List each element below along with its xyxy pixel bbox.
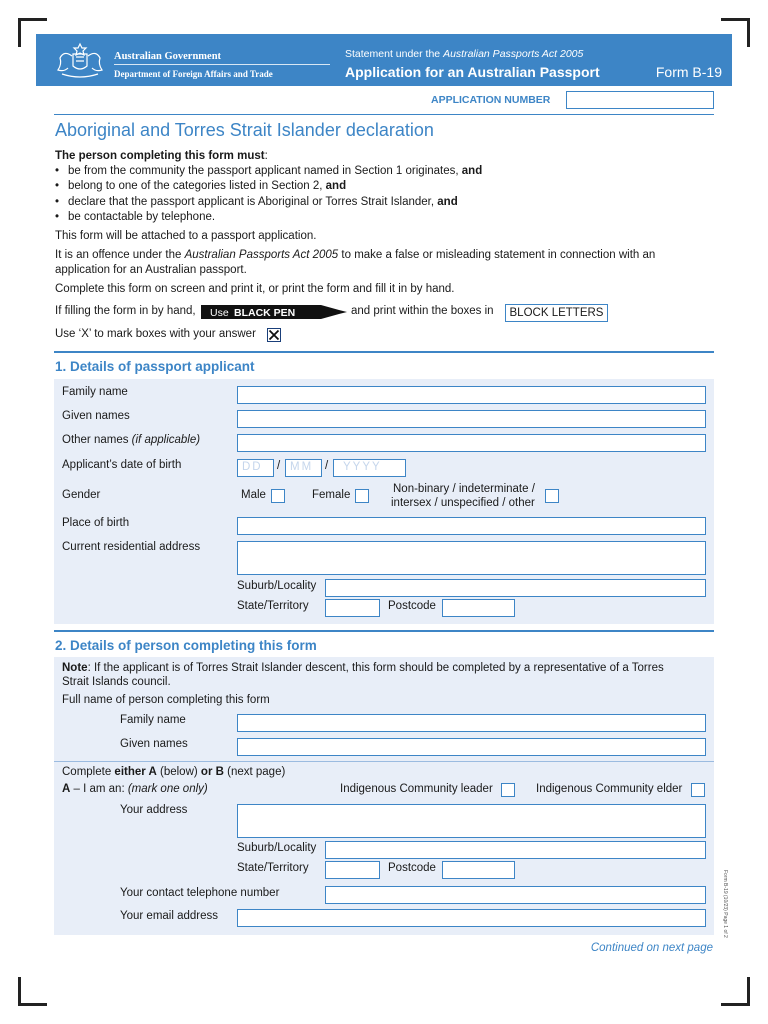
section-1-title: 1. Details of passport applicant: [55, 359, 255, 374]
header-divider: [114, 64, 330, 65]
note-label: Note: [62, 662, 88, 674]
male-checkbox[interactable]: [271, 489, 285, 503]
suburb-label: Suburb/Locality: [237, 580, 317, 592]
completer-state-label: State/Territory: [237, 862, 309, 874]
application-title: Application for an Australian Passport: [345, 64, 600, 80]
bullet-text: be from the community the passport applicant named in Section 1 originates,: [68, 165, 462, 177]
completer-suburb-input[interactable]: [325, 841, 706, 859]
bullet-item: [68, 196, 458, 208]
bullet-text: declare that the passport applicant is Aboriginal or Torres Strait Islander,: [68, 196, 438, 208]
place-of-birth-input[interactable]: [237, 517, 706, 535]
hand-instructions-2: and print within the boxes in: [351, 305, 494, 317]
completer-postcode-input[interactable]: [442, 861, 515, 879]
section-2-divider: [54, 630, 714, 632]
completer-state-input[interactable]: [325, 861, 380, 879]
completer-given-names-input[interactable]: [237, 738, 706, 756]
pen-use-label: Use: [210, 307, 229, 319]
page-title: Aboriginal and Torres Strait Islander declaration: [55, 120, 434, 140]
gender-label: Gender: [62, 489, 101, 501]
bullet-item: [68, 211, 215, 223]
other-names-label: [62, 434, 200, 446]
coat-of-arms-icon: [52, 40, 108, 82]
department-name: Department of Foreign Affairs and Trade: [114, 69, 273, 79]
x-mark-icon: [268, 329, 280, 341]
female-checkbox[interactable]: [355, 489, 369, 503]
note-text: : If the applicant is of Torres Strait Islander descent, this form should be completed by a representative of a Torres: [87, 662, 664, 674]
section-1-divider: [54, 351, 714, 353]
government-name: Australian Government: [114, 51, 222, 62]
dob-label: Applicant’s date of birth: [62, 459, 182, 471]
header-banner: [36, 34, 732, 86]
nonbinary-label-2: intersex / unspecified / other: [391, 497, 535, 509]
email-label: Your email address: [120, 910, 219, 922]
postcode-input[interactable]: [442, 599, 515, 617]
complete-instructions: Complete this form on screen and print it, or print the form and fill it in by hand.: [55, 283, 455, 295]
note-line-2: Strait Islands council.: [62, 676, 171, 688]
address-label: Current residential address: [62, 541, 201, 553]
full-name-heading: Full name of person completing this form: [62, 694, 270, 706]
given-names-label: Given names: [62, 410, 130, 422]
leader-checkbox[interactable]: [501, 783, 515, 797]
offence-act: Australian Passports Act 2005: [184, 249, 339, 261]
nonbinary-checkbox[interactable]: [545, 489, 559, 503]
statement-line: [345, 48, 583, 60]
black-pen-icon: [201, 305, 347, 319]
email-input[interactable]: [237, 909, 706, 927]
continued-note: Continued on next page: [590, 942, 713, 954]
crop-mark-bottom-left: [18, 977, 47, 1006]
offence-text-2: to make a false or misleading statement in connection with an: [338, 249, 656, 261]
phone-label: Your contact telephone number: [120, 887, 280, 899]
family-name-input[interactable]: [237, 386, 706, 404]
completer-given-names-label: Given names: [120, 738, 188, 750]
dob-month-placeholder: MM: [290, 461, 314, 473]
place-of-birth-label: Place of birth: [62, 517, 130, 529]
dob-slash: /: [277, 460, 281, 472]
complete-text-3: (next page): [223, 766, 286, 778]
male-label: Male: [241, 489, 266, 501]
form-side-code: Form B-19 (10/23) Page 1 of 2: [722, 870, 728, 938]
other-names-note: (if applicable): [131, 434, 201, 446]
top-divider: [54, 114, 714, 115]
complete-text-1: Complete: [62, 766, 115, 778]
option-a-line: [62, 783, 208, 795]
address-input[interactable]: [237, 541, 706, 575]
completer-family-name-input[interactable]: [237, 714, 706, 732]
pen-black-label: BLACK PEN: [234, 307, 296, 319]
either-a: either A: [114, 766, 157, 778]
family-name-label: Family name: [62, 386, 128, 398]
elder-label: Indigenous Community elder: [536, 783, 683, 795]
mark-one-note: (mark one only): [127, 783, 208, 795]
dob-slash: /: [325, 460, 329, 472]
statement-prefix: Statement under the: [345, 48, 444, 60]
use-x-instruction: Use ‘X’ to mark boxes with your answer: [55, 328, 256, 340]
completer-suburb-label: Suburb/Locality: [237, 842, 317, 854]
leader-label: Indigenous Community leader: [340, 783, 493, 795]
nonbinary-label-1: Non-binary / indeterminate /: [393, 483, 535, 495]
state-input[interactable]: [325, 599, 380, 617]
attached-note: This form will be attached to a passport application.: [55, 230, 317, 242]
postcode-label: Postcode: [388, 600, 436, 612]
bullet-suffix: and: [461, 165, 483, 177]
option-a-label: A: [62, 783, 71, 795]
offence-line-2: application for an Australian passport.: [55, 264, 247, 276]
must-colon: :: [264, 150, 268, 162]
elder-checkbox[interactable]: [691, 783, 705, 797]
application-number-label: APPLICATION NUMBER: [431, 94, 551, 106]
your-address-label: Your address: [120, 804, 188, 816]
complete-text-2: (below): [156, 766, 201, 778]
bullet-item: [68, 165, 482, 177]
statement-act: Australian Passports Act 2005: [443, 48, 584, 60]
suburb-input[interactable]: [325, 579, 706, 597]
block-letters-sample: BLOCK LETTERS: [505, 304, 608, 322]
dob-day-placeholder: DD: [242, 461, 263, 473]
your-address-input[interactable]: [237, 804, 706, 838]
form-number: Form B-19: [655, 64, 722, 80]
example-x-checkbox: [267, 328, 281, 342]
bullet-text: belong to one of the categories listed in Section 2,: [68, 180, 326, 192]
other-names-text: Other names: [62, 434, 132, 446]
or-b: or B: [200, 766, 224, 778]
hand-instructions-1: If filling the form in by hand,: [55, 305, 196, 317]
bullet-suffix: and: [437, 196, 458, 208]
application-number-input[interactable]: [566, 91, 714, 109]
option-a-text: – I am an:: [70, 783, 128, 795]
dob-year-placeholder: YYYY: [343, 461, 382, 473]
section-2-panel: [54, 657, 714, 935]
section-2-inner-divider: [54, 761, 714, 762]
complete-either-line: [62, 766, 285, 778]
state-label: State/Territory: [237, 600, 309, 612]
completer-postcode-label: Postcode: [388, 862, 436, 874]
must-heading-bold: The person completing this form must: [55, 150, 265, 162]
bullet-text: be contactable by telephone.: [68, 211, 216, 223]
crop-mark-bottom-right: [721, 977, 750, 1006]
phone-input[interactable]: [325, 886, 706, 904]
completer-family-name-label: Family name: [120, 714, 186, 726]
section-1-panel: [54, 379, 714, 624]
offence-text: It is an offence under the: [55, 249, 185, 261]
other-names-input[interactable]: [237, 434, 706, 452]
given-names-input[interactable]: [237, 410, 706, 428]
bullet-suffix: and: [325, 180, 347, 192]
note-line-1: [62, 662, 664, 674]
section-2-title: 2. Details of person completing this form: [55, 638, 317, 653]
offence-line-1: [55, 249, 655, 261]
must-heading: [55, 150, 268, 162]
bullet-item: [68, 180, 346, 192]
female-label: Female: [312, 489, 351, 501]
